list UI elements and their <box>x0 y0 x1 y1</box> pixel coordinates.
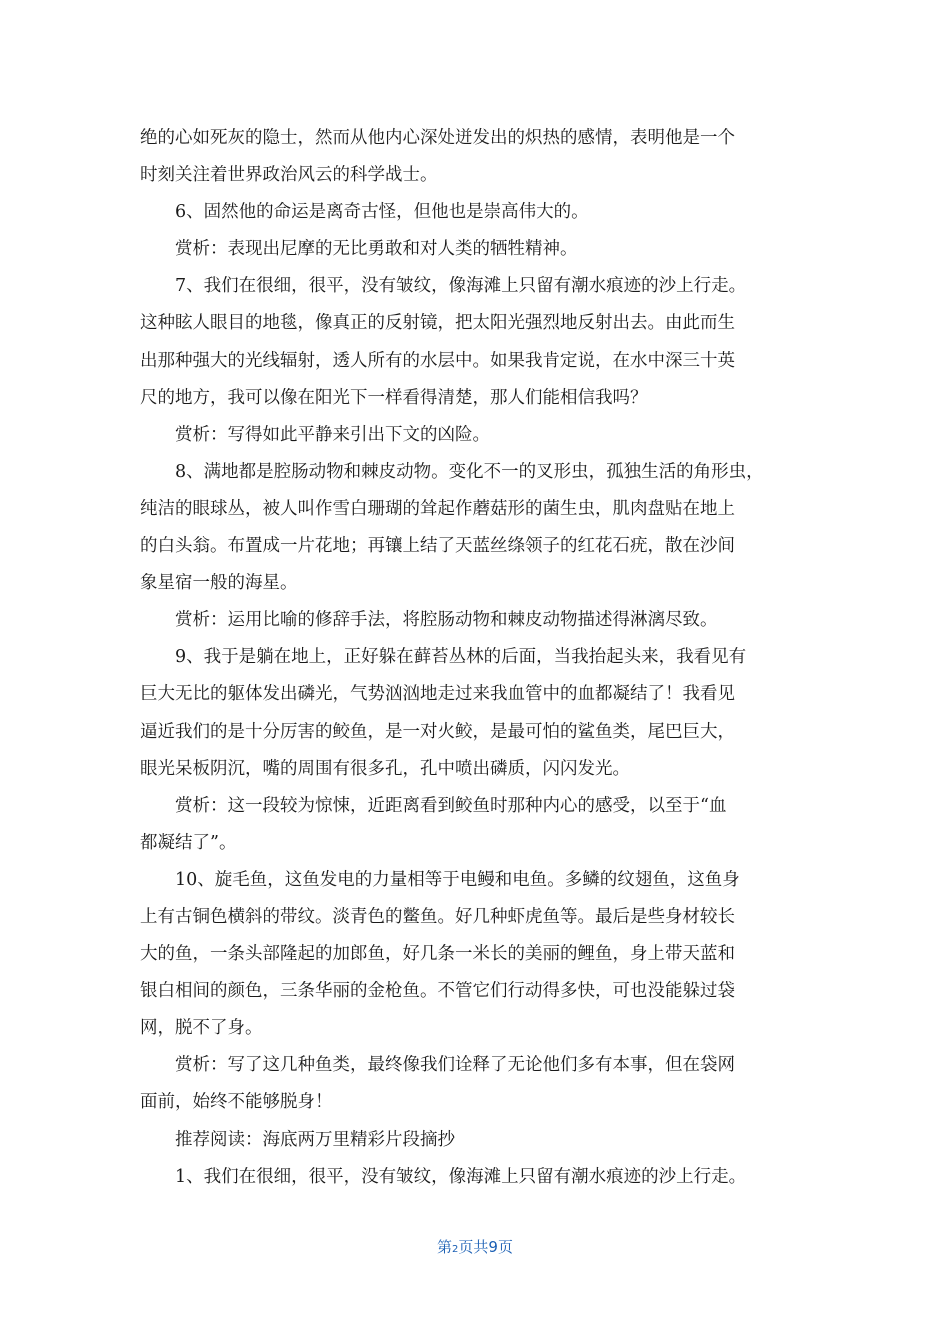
text-line: 9、我于是躺在地上，正好躲在藓苔丛林的后面，当我抬起头来，我看见有 <box>175 647 747 668</box>
footer-middle: 页共 <box>458 1238 489 1256</box>
footer-suffix: 页 <box>497 1238 513 1256</box>
text-line: 巨大无比的躯体发出磷光，气势汹汹地走过来我血管中的血都凝结了！我看见 <box>140 684 735 705</box>
footer-total-pages: 9 <box>488 1238 498 1256</box>
body-text <box>140 120 800 1196</box>
text-line: 上有古铜色横斜的带纹。淡青色的鳖鱼。好几种虾虎鱼等。最后是些身材较长 <box>140 906 735 927</box>
text-line: 眼光呆板阴沉，嘴的周围有很多孔，孔中喷出磷质，闪闪发光。 <box>140 758 630 779</box>
text-line: 纯洁的眼球丛，被人叫作雪白珊瑚的耸起作蘑菇形的菌生虫，肌肉盘贴在地上 <box>140 498 735 519</box>
text-line: 赏析：写了这几种鱼类，最终像我们诠释了无论他们多有本事，但在袋网 <box>175 1055 735 1076</box>
text-line: 这种眩人眼目的地毯，像真正的反射镜，把太阳光强烈地反射出去。由此而生 <box>140 313 735 334</box>
text-line: 赏析：写得如此平静来引出下文的凶险。 <box>175 424 490 445</box>
text-line: 象星宿一般的海星。 <box>140 573 298 594</box>
footer-prefix: 第 <box>437 1238 453 1256</box>
text-line: 绝的心如死灰的隐士，然而从他内心深处迸发出的炽热的感情，表明他是一个 <box>140 128 735 148</box>
page-footer <box>0 1236 950 1257</box>
text-line: 赏析：表现出尼摩的无比勇敢和对人类的牺牲精神。 <box>175 239 578 260</box>
text-line: 赏析：这一段较为惊悚，近距离看到鲛鱼时那种内心的感受，以至于“血 <box>175 795 727 816</box>
text-line: 8、满地都是腔肠动物和棘皮动物。变化不一的叉形虫，孤独生活的角形虫， <box>175 461 764 482</box>
text-line: 10、旋毛鱼，这鱼发电的力量相等于电鳗和电鱼。多鳞的纹翅鱼，这鱼身 <box>175 869 740 890</box>
text-line: 赏析：运用比喻的修辞手法，将腔肠动物和棘皮动物描述得淋漓尽致。 <box>175 610 718 631</box>
text-line: 网，脱不了身。 <box>140 1018 263 1039</box>
text-line: 7、我们在很细，很平，没有皱纹，像海滩上只留有潮水痕迹的沙上行走。 <box>175 276 747 297</box>
text-line: 大的鱼，一条头部隆起的加郎鱼，好几条一米长的美丽的鲤鱼，身上带天蓝和 <box>140 944 735 965</box>
text-line: 的白头翁。布置成一片花地；再镶上结了天蓝丝绦领子的红花石疣，散在沙间 <box>140 536 735 557</box>
footer-current-page: 2 <box>452 1244 459 1255</box>
text-line: 都凝结了”。 <box>140 832 237 853</box>
text-line: 逼近我们的是十分厉害的鲛鱼，是一对火鲛，是最可怕的鲨鱼类，尾巴巨大， <box>140 721 735 742</box>
text-line: 6、固然他的命运是离奇古怪，但他也是崇高伟大的。 <box>175 202 589 223</box>
text-line: 面前，始终不能够脱身！ <box>140 1092 333 1113</box>
text-line: 推荐阅读：海底两万里精彩片段摘抄 <box>175 1129 455 1150</box>
text-line: 1、我们在很细，很平，没有皱纹，像海滩上只留有潮水痕迹的沙上行走。 <box>175 1166 747 1187</box>
text-line: 尺的地方，我可以像在阳光下一样看得清楚，那人们能相信我吗？ <box>140 387 648 408</box>
text-line: 出那种强大的光线辐射，透人所有的水层中。如果我肯定说，在水中深三十英 <box>140 350 735 371</box>
text-line: 银白相间的颜色，三条华丽的金枪鱼。不管它们行动得多快，可也没能躲过袋 <box>140 981 735 1002</box>
text-line: 时刻关注着世界政治风云的科学战士。 <box>140 165 438 186</box>
